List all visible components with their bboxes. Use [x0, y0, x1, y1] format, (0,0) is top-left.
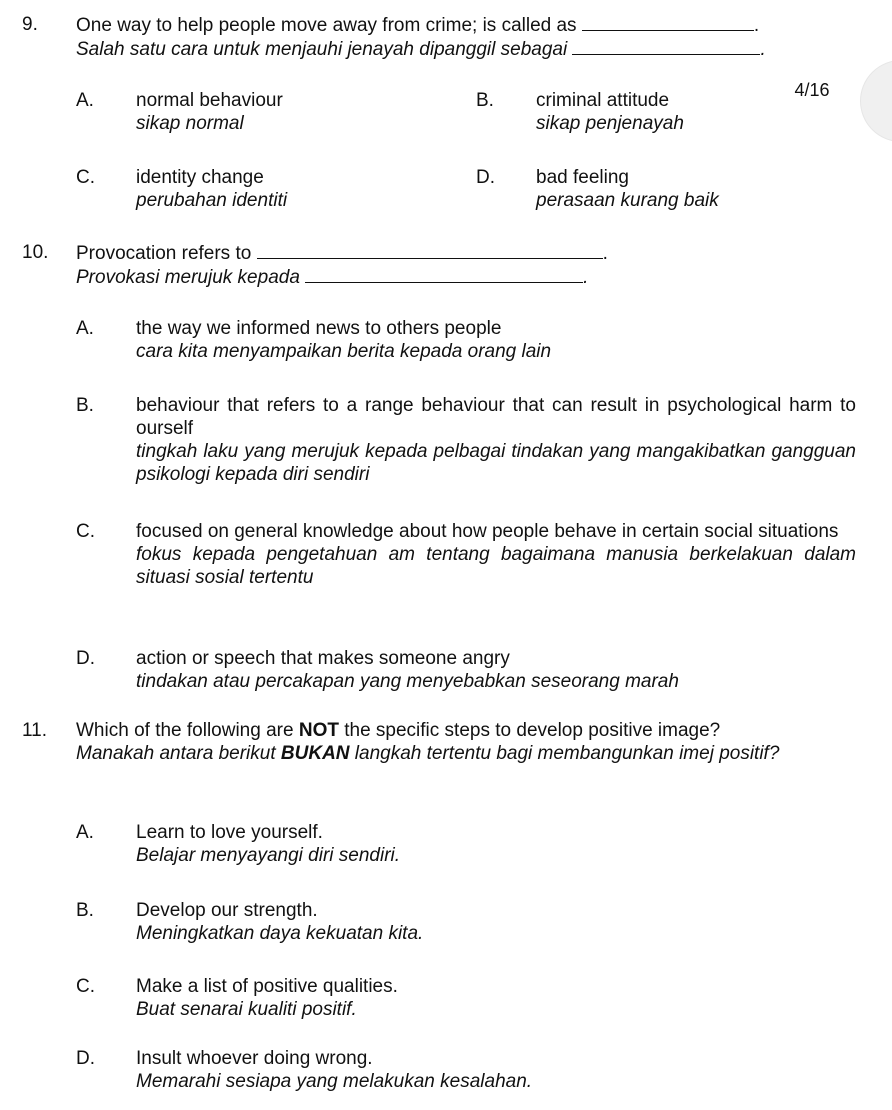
- question-text-ms: Salah satu cara untuk menjauhi jenayah dipanggil sebagai .: [76, 39, 766, 60]
- option-10a[interactable]: A. the way we informed news to others people cara kita menyampaikan berita kepada orang lain: [76, 317, 856, 367]
- option-text-ms: Meningkatkan daya kekuatan kita.: [136, 923, 424, 944]
- option-10d[interactable]: D. action or speech that makes someone angry tindakan atau percakapan yang menyebabkan seseorang marah: [76, 647, 856, 697]
- option-11d[interactable]: D. Insult whoever doing wrong. Memarahi sesiapa yang melakukan kesalahan.: [76, 1048, 533, 1092]
- question-number: 11.: [22, 720, 48, 741]
- option-text-en: behaviour that refers to a range behaviour that can result in psychological harm to ourself: [136, 395, 856, 439]
- question-number: 10.: [22, 242, 49, 263]
- option-text-ms: perubahan identiti: [136, 190, 288, 211]
- option-10b[interactable]: B. behaviour that refers to a range behaviour that can result in psychological harm to ourself tingkah laku yang merujuk kepada pelbagai tindakan yang mangakibatkan gangguan psikologi kepada diri sendiri: [76, 395, 856, 485]
- option-11c[interactable]: C. Make a list of positive qualities. Buat senarai kualiti positif.: [76, 976, 398, 1020]
- option-text-ms: perasaan kurang baik: [536, 190, 719, 211]
- option-text-ms: sikap penjenayah: [536, 113, 684, 134]
- option-text-en: the way we informed news to others people: [136, 318, 502, 339]
- option-text-ms: Memarahi sesiapa yang melakukan kesalahan.: [136, 1071, 533, 1092]
- option-text-en: Develop our strength.: [136, 900, 318, 921]
- option-text-ms: Belajar menyayangi diri sendiri.: [136, 845, 401, 866]
- option-text-en: normal behaviour: [136, 90, 283, 111]
- answer-blank: [582, 13, 754, 31]
- question-text-ms: Manakah antara berikut BUKAN langkah tertentu bagi membangunkan imej positif?: [76, 743, 780, 764]
- question-text-en: One way to help people move away from crime; is called as .: [76, 15, 760, 36]
- option-11a[interactable]: A. Learn to love yourself. Belajar menyayangi diri sendiri.: [76, 822, 401, 866]
- option-9d[interactable]: D. bad feeling perasaan kurang baik: [476, 167, 719, 211]
- answer-blank: [257, 241, 603, 259]
- option-text-en: criminal attitude: [536, 90, 670, 111]
- option-text-en: Make a list of positive qualities.: [136, 976, 398, 997]
- question-text-ms: Provokasi merujuk kepada .: [76, 267, 589, 288]
- question-text-en: Which of the following are NOT the specific steps to develop positive image?: [76, 720, 721, 741]
- question-text-en: Provocation refers to .: [76, 243, 608, 264]
- option-text-ms: cara kita menyampaikan berita kepada orang lain: [136, 341, 552, 362]
- answer-blank: [572, 37, 760, 55]
- option-text-en: Insult whoever doing wrong.: [136, 1048, 373, 1069]
- option-text-ms: sikap normal: [136, 113, 244, 134]
- option-text-en: focused on general knowledge about how people behave in certain social situations: [136, 521, 839, 542]
- option-text-en: bad feeling: [536, 167, 629, 188]
- question-number: 9.: [22, 14, 38, 35]
- option-11b[interactable]: B. Develop our strength. Meningkatkan daya kekuatan kita.: [76, 900, 424, 944]
- option-9a[interactable]: A. normal behaviour sikap normal: [76, 90, 283, 134]
- option-text-ms: Buat senarai kualiti positif.: [136, 999, 357, 1020]
- option-text-ms: tindakan atau percakapan yang menyebabkan seseorang marah: [136, 671, 679, 692]
- option-9c[interactable]: C. identity change perubahan identiti: [76, 167, 288, 211]
- option-text-ms: tingkah laku yang merujuk kepada pelbagai tindakan yang mangakibatkan gangguan psikologi kepada diri sendiri: [136, 441, 856, 485]
- option-text-en: identity change: [136, 167, 264, 188]
- option-10c[interactable]: C. focused on general knowledge about how people behave in certain social situations fokus kepada pengetahuan am tentang bagaimana manusia berkelakuan dalam situasi sosial tertentu: [76, 521, 856, 588]
- option-text-en: Learn to love yourself.: [136, 822, 323, 843]
- option-text-ms: fokus kepada pengetahuan am tentang bagaimana manusia berkelakuan dalam situasi sosial tertentu: [136, 544, 856, 588]
- answer-blank: [305, 265, 583, 283]
- page-curl-decoration: [860, 60, 892, 142]
- option-9b[interactable]: B. criminal attitude sikap penjenayah: [476, 90, 684, 134]
- page-indicator: 4/16: [794, 80, 830, 100]
- option-text-en: action or speech that makes someone angry: [136, 648, 510, 669]
